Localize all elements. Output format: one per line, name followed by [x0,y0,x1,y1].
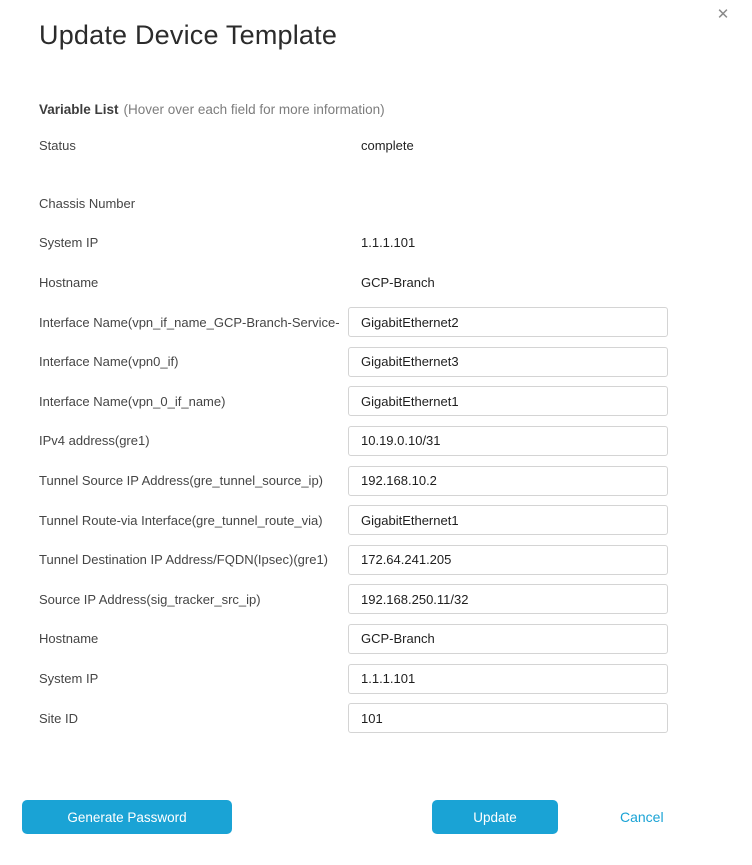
variable-row [39,500,668,540]
field-label: Tunnel Source IP Address(gre_tunnel_source_ip) [39,473,324,489]
field-static-value: GCP-Branch [361,275,435,291]
field-label: Source IP Address(sig_tracker_src_ip) [39,591,261,607]
field-label: System IP [39,235,99,251]
close-icon[interactable]: ✕ [716,6,730,23]
field-value-cell [348,275,668,290]
field-label: Tunnel Route-via Interface(gre_tunnel_route_via) [39,512,323,528]
cancel-button[interactable]: Cancel [614,808,670,826]
field-input[interactable] [348,466,668,496]
field-input[interactable] [348,386,668,416]
field-input[interactable] [348,624,668,654]
field-label: Tunnel Destination IP Address/FQDN(Ipsec)(gre1) [39,552,329,568]
variable-list-header [39,102,385,117]
variable-row [39,382,668,422]
field-value-cell [348,584,668,614]
field-input[interactable] [348,703,668,733]
variable-row [39,302,668,342]
field-value-cell [348,235,668,250]
page-title: Update Device Template [39,20,338,50]
variable-row [39,421,668,461]
field-value-cell [348,703,668,733]
variable-list-heading: Variable List [39,102,119,117]
field-value-cell [348,386,668,416]
field-label: Hostname [39,631,99,647]
field-label: Interface Name(vpn0_if) [39,354,179,370]
variable-row [39,580,668,620]
field-value-cell [348,624,668,654]
variable-row [39,342,668,382]
variable-row [39,659,668,699]
variable-list-hint: (Hover over each field for more information) [123,102,385,117]
variable-row [39,126,668,166]
field-label: Status [39,138,76,154]
field-value-cell [348,545,668,575]
field-value-cell [348,307,668,337]
field-value-cell [348,138,668,153]
generate-password-button[interactable]: Generate Password [22,800,232,834]
field-label: Interface Name(vpn_if_name_GCP-Branch-Service- [39,314,340,330]
variable-row [39,223,668,263]
field-value-cell [348,347,668,377]
variable-row [39,263,668,303]
variable-row [39,461,668,501]
field-input[interactable] [348,307,668,337]
variable-row [39,540,668,580]
field-value-cell [348,664,668,694]
variable-row [39,698,668,738]
field-value-cell [348,505,668,535]
field-input[interactable] [348,347,668,377]
field-input[interactable] [348,505,668,535]
field-input[interactable] [348,584,668,614]
field-value-cell [348,426,668,456]
variable-row [39,184,668,224]
field-label: Chassis Number [39,195,136,211]
field-label: Hostname [39,275,99,291]
variable-list [39,126,668,738]
field-label: Interface Name(vpn_0_if_name) [39,393,226,409]
field-value-cell [348,466,668,496]
field-input[interactable] [348,426,668,456]
field-label: System IP [39,671,99,687]
field-label: IPv4 address(gre1) [39,433,150,449]
field-static-value: complete [361,138,414,154]
field-label: Site ID [39,710,79,726]
field-static-value: 1.1.1.101 [361,235,416,251]
field-input[interactable] [348,664,668,694]
field-input[interactable] [348,545,668,575]
update-button[interactable]: Update [432,800,558,834]
variable-row [39,619,668,659]
